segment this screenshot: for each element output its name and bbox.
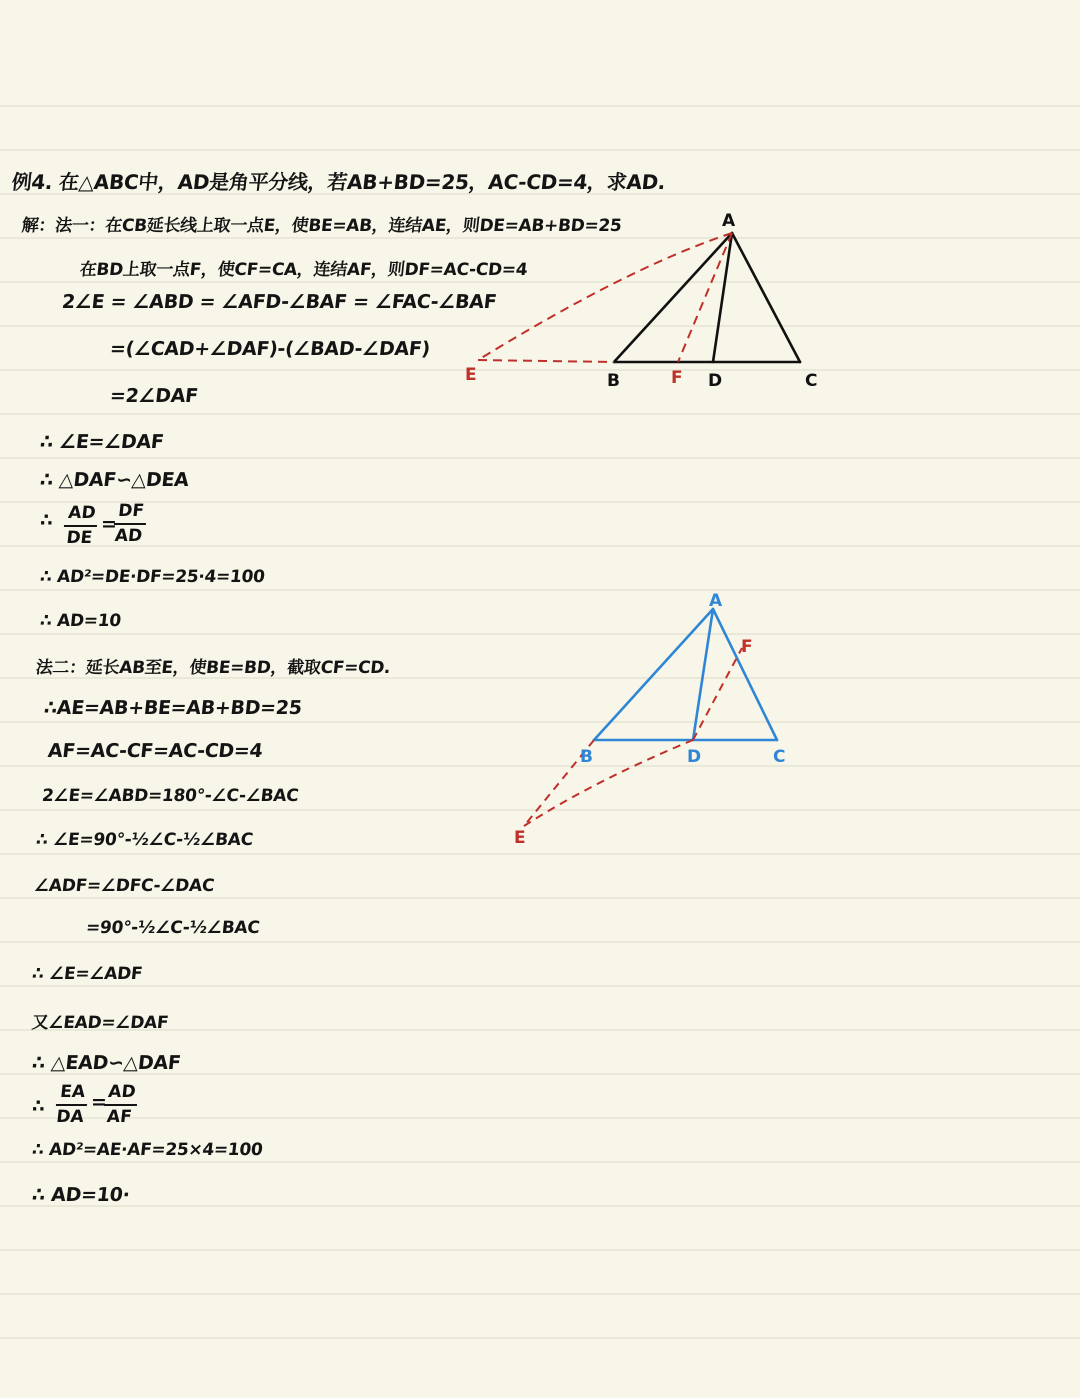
- method1-therefore: ∴: [40, 510, 53, 531]
- method2-line8: ∴ ∠E=∠ADF: [30, 964, 144, 984]
- fraction-numerator: AD: [104, 1083, 140, 1106]
- method2-line10: ∴ △EAD∽△DAF: [30, 1052, 182, 1074]
- method2-line7: =90°-½∠C-½∠BAC: [84, 918, 261, 938]
- figure1-label-D: D: [708, 371, 723, 391]
- figure2-dashed-lines: [524, 648, 742, 826]
- equals-sign: =: [91, 1091, 107, 1113]
- method2-line9: 又∠EAD=∠DAF: [30, 1013, 170, 1033]
- figure2-label-A: A: [709, 591, 723, 611]
- method1-line2: 在BD上取一点F，使CF=CA，连结AF，则DF=AC-CD=4: [78, 260, 529, 280]
- figure1-label-B: B: [607, 371, 620, 391]
- method1-line7: ∴ △DAF∽△DEA: [38, 469, 190, 491]
- method2-line5: ∴ ∠E=90°-½∠C-½∠BAC: [34, 830, 254, 850]
- figure2-label-B: B: [580, 747, 593, 767]
- fraction-numerator: DF: [114, 502, 148, 525]
- fraction-denominator: AD: [113, 525, 144, 546]
- equals-sign: =: [101, 513, 117, 535]
- figure1-label-A: A: [722, 211, 736, 231]
- method2-line13: ∴ AD=10·: [30, 1184, 131, 1206]
- method1-line9: ∴ AD²=DE·DF=25·4=100: [38, 567, 266, 587]
- method1-line10: ∴ AD=10: [38, 611, 122, 631]
- figure2-label-E: E: [514, 828, 526, 848]
- method2-line12: ∴ AD²=AE·AF=25×4=100: [30, 1140, 264, 1160]
- fraction-denominator: DA: [55, 1106, 85, 1127]
- segment-ED: [524, 740, 693, 826]
- fraction-numerator: EA: [56, 1083, 89, 1106]
- method2-line6: ∠ADF=∠DFC-∠DAC: [32, 876, 216, 896]
- method2-line4: 2∠E=∠ABD=180°-∠C-∠BAC: [40, 786, 300, 806]
- method1-line6: ∴ ∠E=∠DAF: [38, 431, 165, 453]
- method1-line3: 2∠E = ∠ABD = ∠AFD-∠BAF = ∠FAC-∠BAF: [60, 291, 498, 313]
- method2-line3: AF=AC-CF=AC-CD=4: [46, 740, 264, 762]
- method1-line1: 解：法一：在CB延长线上取一点E，使BE=AB，连结AE，则DE=AB+BD=25: [20, 216, 623, 236]
- figure1-label-E: E: [465, 365, 477, 385]
- fraction-denominator: AF: [105, 1106, 133, 1127]
- method2-therefore: ∴: [32, 1096, 45, 1117]
- problem-title: 例4. 在△ABC中，AD是角平分线，若AB+BD=25，AC-CD=4，求AD.: [10, 170, 667, 194]
- figure2-label-C: C: [773, 747, 786, 767]
- figure2-label-D: D: [687, 747, 702, 767]
- method1-line5: =2∠DAF: [108, 385, 199, 407]
- method2-line2: ∴AE=AB+BE=AB+BD=25: [42, 697, 303, 719]
- method1-line4: =(∠CAD+∠DAF)-(∠BAD-∠DAF): [108, 338, 432, 360]
- fraction-numerator: AD: [64, 504, 100, 527]
- segment-AC: [713, 609, 777, 740]
- figure2-label-F: F: [741, 637, 753, 657]
- figure2-solid-lines: [594, 609, 777, 740]
- method2-line1: 法二：延长AB至E，使BE=BD，截取CF=CD.: [34, 658, 392, 678]
- fraction-denominator: DE: [65, 527, 94, 548]
- figure1-label-C: C: [805, 371, 818, 391]
- figure1-label-F: F: [671, 368, 683, 388]
